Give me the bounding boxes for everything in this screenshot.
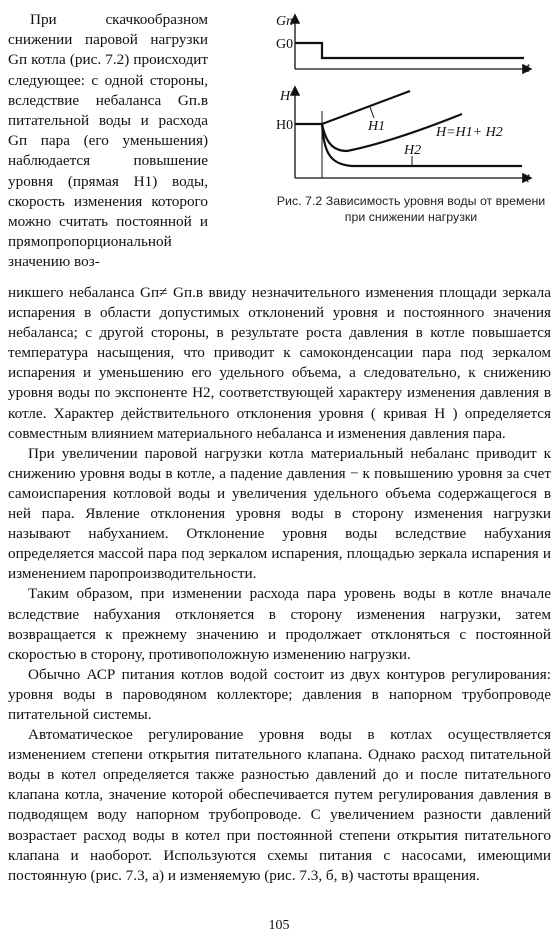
paragraph: Таким образом, при изменении расхода пара уровень воды в котле вначале вследствие набухания отклоняется в сторону изменения нагрузки, затем возвращается к прежнему значению и продолжает отклоняться с постоянной скоростью в сторону, противоположную изменению нагрузки.	[8, 585, 551, 663]
paragraph: никшего небаланса Gп≠ Gп.в ввиду незначительного изменения площади зеркала испарения в области допустимых отклонений уровня и постоянного значения небаланса; с другой стороны, в результате роста давления в котле повышается температура насыщения, что приводит к самоконденсации пара под зеркалом испарения и уменьшению его удельного объема, а следовательно, к снижению уровня воды по экспоненте H2, соответствующей характеру изменения давления в котле. Характер действительного отклонения уровня ( кривая H ) определяется совместным влиянием материального небаланса и изменения давления пара.	[8, 284, 551, 442]
formula-label: H=H1+ H2	[436, 125, 503, 140]
h1-label: H1	[368, 119, 386, 134]
intro-paragraph: При скачкообразном снижении паровой нагрузки Gп котла (рис. 7.2) происходит следующее: с одной стороны, вследствие небаланса Gп.в питательной воды и расхода Gп пара (его уменьшения) наблюдается повышение уровня (прямая H1) воды, скорость изменения которого можно считать постоянной и прямопропорциональной значению воз-	[8, 11, 208, 271]
top-time-label: t	[526, 61, 530, 76]
bottom-time-label: t	[526, 171, 530, 186]
paragraph: Обычно АСР питания котлов водой состоит из двух контуров регулирования: уровня воды в пароводяном коллекторе; давления в напорном трубопроводе питательной системы.	[8, 665, 551, 723]
figure-caption: Рис. 7.2 Зависимость уровня воды от времени при снижении нагрузки	[276, 194, 546, 224]
top-axis-label: Gп	[276, 14, 294, 29]
curve-h1	[322, 91, 410, 124]
bottom-axis-label: H	[280, 89, 291, 104]
page-number: 105	[268, 918, 290, 933]
paragraph: При увеличении паровой нагрузки котла материальный небаланс приводит к снижению уровня воды в котле, а падение давления − к повышению уровня за счет самоиспарения котловой воды и увеличения удельного объема содержащегося в ней пара. Явление отклонения уровня воды в сторону изменения нагрузки называют набуханием. Отклонение уровня воды вследствие набухания определяется массой пара под зеркалом испарения, площадью зеркала испарения и изменением паропроизводительности.	[8, 444, 551, 583]
load-step-line	[295, 43, 524, 58]
paragraph: Автоматическое регулирование уровня воды в котлах осуществляется изменением степени открытия питательного клапана. Однако расход питательной воды в котел определяется также разностью давлений до и после питательного клапана котла, значение которой обеспечивается путем регулирования давления в подводящем воду напорном трубопроводе. С увеличением разности давлений возрастает расход воды в котел при постоянной степени открытия питательного клапана и наоборот. Используются схемы питания с насосами, имеющими постоянную (рис. 7.3, а) и изменяемую (рис. 7.3, б, в) частоты вращения.	[8, 726, 551, 884]
top-level-label: G0	[276, 37, 294, 52]
body-text	[8, 283, 551, 886]
level-time-graph	[262, 6, 552, 196]
h1-leader	[370, 107, 374, 118]
bottom-level-label: H0	[276, 118, 294, 133]
intro-column	[8, 10, 208, 273]
h2-label: H2	[404, 143, 422, 158]
